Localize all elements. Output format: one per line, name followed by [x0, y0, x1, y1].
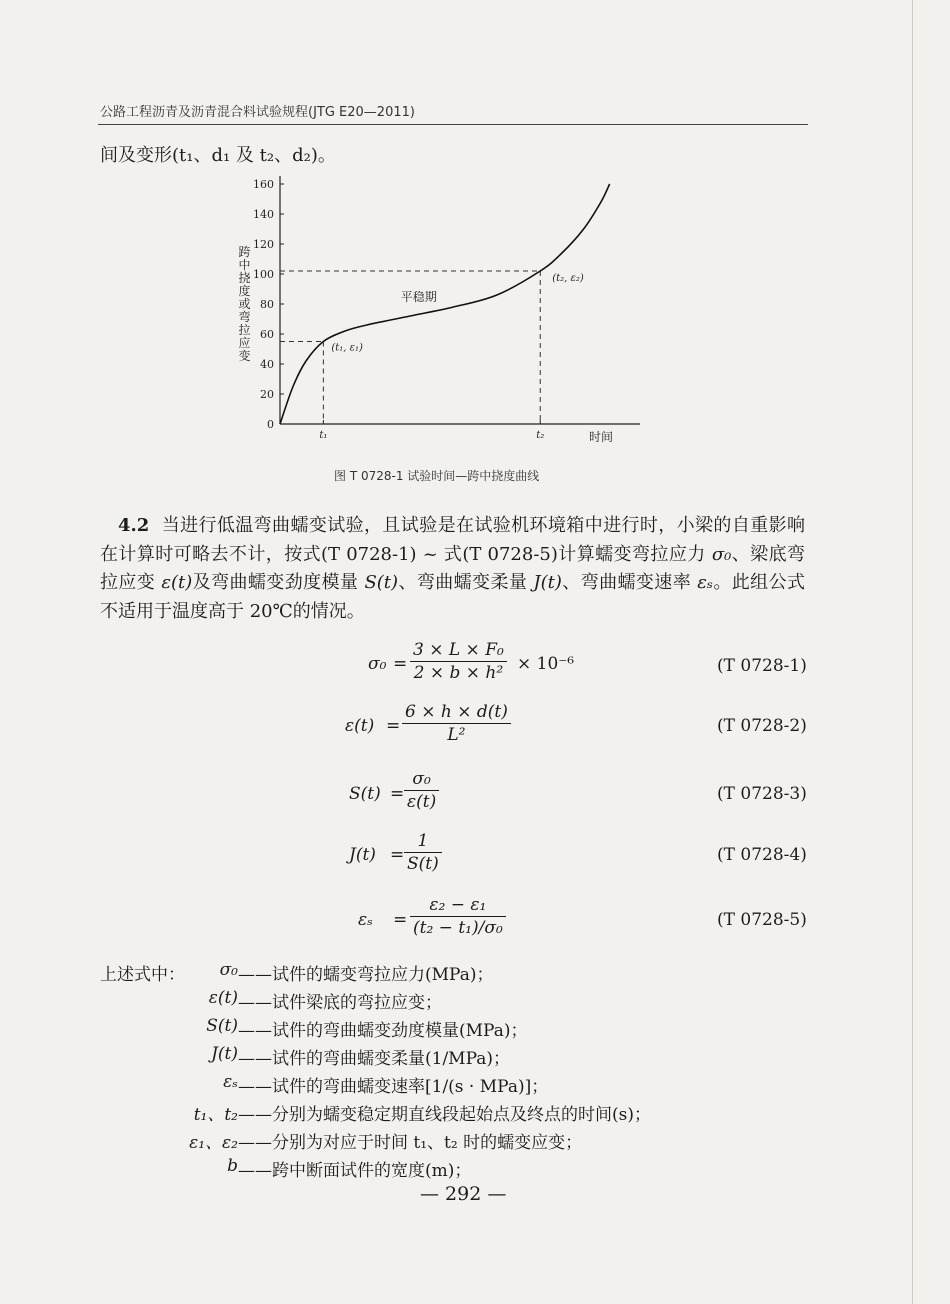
para-text-f: 。此组公式不适用于温度高于 20℃的情况。	[100, 572, 805, 622]
x-tick-label: t₁	[319, 430, 328, 441]
fraction-bar	[410, 661, 507, 662]
numerator: 1	[417, 831, 429, 851]
legend-row	[0, 1016, 238, 1040]
page-number: — 292 —	[420, 1183, 507, 1205]
legend-term: J(t)	[211, 1044, 238, 1064]
legend-desc: ——试件的弯曲蠕变劲度模量(MPa)；	[238, 1021, 528, 1041]
sym-S: S(t)	[364, 572, 399, 593]
legend-desc: ——试件梁底的弯拉应变；	[238, 993, 442, 1013]
legend-lead: 上述式中：	[100, 965, 185, 985]
equation-number: (T 0728-2)	[717, 716, 807, 736]
formula-lhs: σ₀	[368, 654, 387, 674]
legend-row	[0, 1044, 238, 1068]
legend-row	[0, 1100, 238, 1124]
formula-fraction	[410, 640, 507, 683]
legend-row	[0, 1156, 238, 1180]
equals-sign: =	[386, 716, 401, 736]
legend-desc: ——试件的蠕变弯拉应力(MPa)；	[238, 965, 494, 985]
para-text-d: 、弯曲蠕变柔量	[398, 572, 534, 593]
legend-term: S(t)	[206, 1016, 238, 1036]
legend-desc: ——分别为对应于时间 t₁、t₂ 时的蠕变应变；	[238, 1133, 583, 1153]
y-axis-label: 跨中挠度或弯拉应变	[237, 245, 251, 363]
legend-row	[0, 988, 238, 1012]
denominator: 2 × b × h²	[413, 663, 504, 683]
equals-sign: =	[390, 845, 405, 865]
legend-term: b	[227, 1156, 238, 1176]
fraction-bar	[404, 790, 439, 791]
legend-term: σ₀	[219, 960, 238, 980]
y-tick-label: 120	[253, 238, 274, 251]
formula-lhs: S(t)	[349, 784, 381, 804]
legend-row	[0, 960, 238, 984]
equals-sign: =	[393, 654, 408, 674]
para-text-c: 及弯曲蠕变劲度模量	[192, 572, 365, 593]
legend-desc: ——跨中断面试件的宽度(m)；	[238, 1161, 472, 1181]
fraction-bar	[402, 723, 511, 724]
legend-desc: ——分别为蠕变稳定期直线段起始点及终点的时间(s)；	[238, 1105, 651, 1125]
para-text-a: 当进行低温弯曲蠕变试验，且试验是在试验机环境箱中进行时，小梁的自重影响在计算时可略去不计，按式(T 0728-1) ~ 式(T 0728-5)计算蠕变弯拉应力	[100, 515, 805, 565]
sym-epss: εₛ	[697, 572, 713, 593]
numerator: 3 × L × F₀	[413, 640, 504, 660]
equation-number: (T 0728-5)	[717, 910, 807, 930]
formula-fraction	[404, 831, 442, 874]
y-tick-label: 20	[260, 388, 274, 401]
denominator: L²	[447, 725, 466, 745]
creep-curve-chart	[230, 172, 670, 464]
sym-sigma0: σ₀	[711, 543, 732, 565]
numerator: ε₂ − ε₁	[429, 895, 487, 915]
legend-term: ε(t)	[208, 988, 238, 1008]
running-header: 公路工程沥青及沥青混合料试验规程(JTG E20—2011)	[100, 105, 415, 120]
formula-tail: × 10⁻⁶	[517, 654, 575, 674]
header-rule	[98, 124, 808, 125]
y-tick-label: 0	[267, 418, 274, 431]
denominator: ε(t)	[407, 792, 437, 812]
page-edge-line	[912, 0, 913, 1304]
y-tick-label: 160	[253, 178, 274, 191]
legend-desc: ——试件的弯曲蠕变柔量(1/MPa)；	[238, 1049, 511, 1069]
sym-eps: ε(t)	[161, 572, 193, 593]
formula-lhs: εₛ	[358, 910, 373, 930]
equation-number: (T 0728-4)	[717, 845, 807, 865]
figure-caption: 图 T 0728-1 试验时间—跨中挠度曲线	[334, 469, 540, 483]
fraction-bar	[404, 852, 442, 853]
sym-J: J(t)	[533, 572, 562, 593]
legend-term: t₁、t₂	[193, 1105, 238, 1125]
formula-fraction	[410, 895, 506, 938]
legend-row	[0, 1072, 238, 1096]
formula-fraction	[402, 702, 511, 745]
point-label-t1: (t₁, ε₁)	[331, 342, 363, 354]
y-tick-label: 40	[260, 358, 274, 371]
series-line	[280, 184, 610, 424]
y-tick-label: 100	[253, 268, 274, 281]
legend-term: εₛ	[223, 1072, 238, 1092]
numerator: σ₀	[412, 769, 431, 789]
fraction-bar	[410, 916, 506, 917]
para-text-e: 、弯曲蠕变速率	[561, 572, 698, 593]
x-axis-label: 时间	[588, 430, 613, 444]
equals-sign: =	[390, 784, 405, 804]
section-number: 4.2	[118, 515, 150, 536]
equation-number: (T 0728-3)	[717, 784, 807, 804]
formula-lhs: ε(t)	[345, 716, 375, 736]
denominator: S(t)	[407, 854, 439, 874]
y-tick-label: 60	[260, 328, 274, 341]
denominator: (t₂ − t₁)/σ₀	[413, 918, 503, 938]
y-tick-label: 140	[253, 208, 274, 221]
formula-lhs: J(t)	[349, 845, 376, 865]
equation-number: (T 0728-1)	[717, 656, 807, 676]
numerator: 6 × h × d(t)	[405, 702, 508, 722]
para-text-b: 、梁底弯拉应变	[100, 543, 806, 593]
intro-line: 间及变形(t₁、d₁ 及 t₂、d₂)。	[100, 145, 336, 166]
formula-fraction	[404, 769, 439, 812]
legend-row	[0, 1128, 238, 1152]
x-tick-label: t₂	[536, 430, 545, 441]
region-label-stable: 平稳期	[400, 290, 437, 304]
legend-term: ε₁、ε₂	[189, 1133, 238, 1153]
equals-sign: =	[393, 910, 408, 930]
legend-desc: ——试件的弯曲蠕变速率[1/(s · MPa)]；	[238, 1077, 549, 1097]
y-tick-label: 80	[260, 298, 274, 311]
point-label-t2: (t₂, ε₂)	[552, 273, 584, 284]
section-4-2-paragraph	[100, 512, 805, 626]
